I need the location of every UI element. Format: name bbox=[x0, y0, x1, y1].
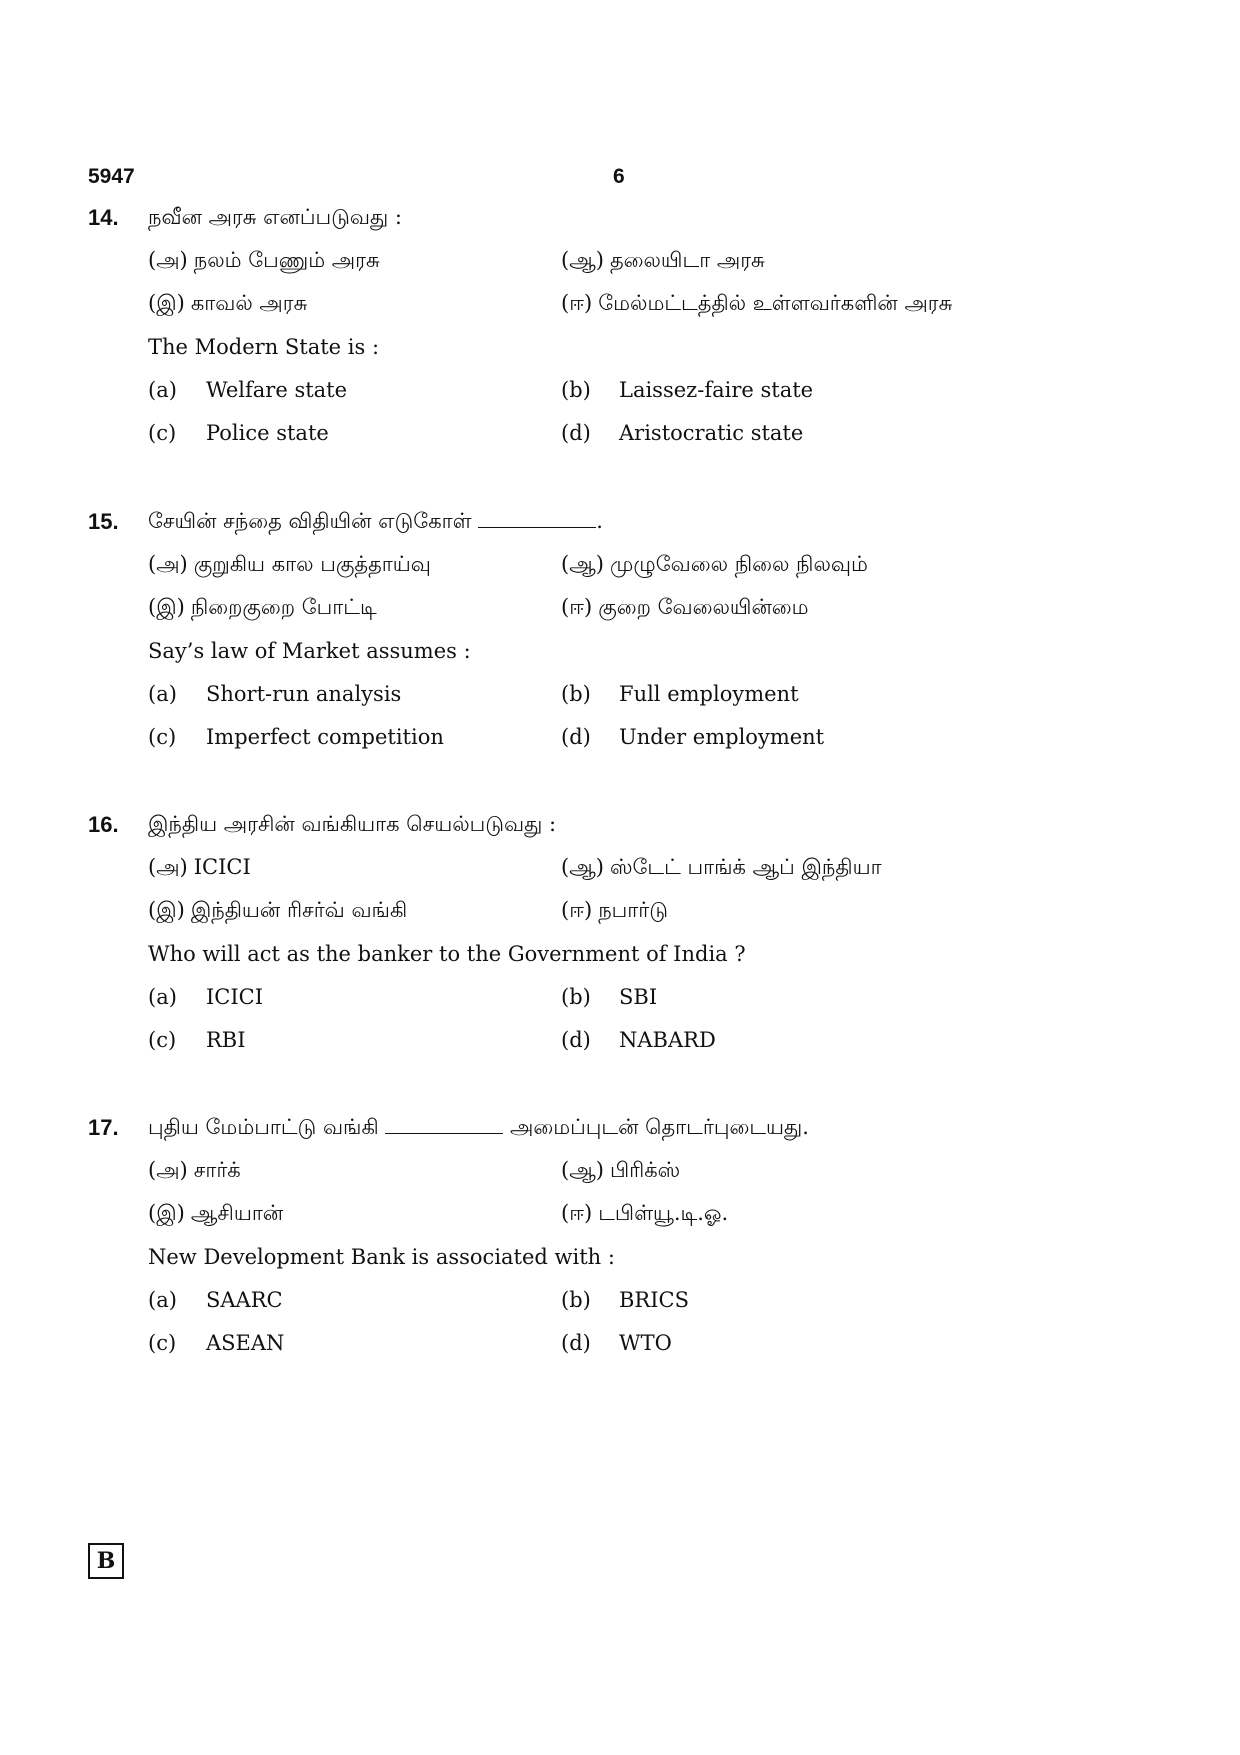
english-option-c: (c) ASEAN bbox=[148, 1331, 285, 1355]
tamil-option-b: (ஆ) பிரிக்ஸ் bbox=[561, 1158, 681, 1182]
english-option-c: (c) Police state bbox=[148, 421, 329, 445]
question-number: 16. bbox=[88, 812, 119, 837]
tamil-options-row-2 bbox=[148, 898, 1148, 928]
english-options-row-1 bbox=[148, 1288, 1148, 1318]
english-option-c: (c) RBI bbox=[148, 1028, 246, 1052]
tamil-option-c: (இ) காவல் அரசு bbox=[148, 291, 308, 315]
question-stem-tamil: சேயின் சந்தை விதியின் எடுகோள் . bbox=[148, 509, 603, 533]
english-option-b: (b) BRICS bbox=[561, 1288, 689, 1312]
english-option-d: (d) NABARD bbox=[561, 1028, 716, 1052]
tamil-options-row-1 bbox=[148, 855, 1148, 885]
question-stem-english: The Modern State is : bbox=[148, 335, 380, 359]
english-options-row-2 bbox=[148, 1028, 1148, 1058]
question-number: 17. bbox=[88, 1115, 119, 1140]
english-options-row-1 bbox=[148, 985, 1148, 1015]
question-stem-english: Who will act as the banker to the Government of India ? bbox=[148, 942, 746, 966]
tamil-options-row-2 bbox=[148, 291, 1148, 321]
answer-blank bbox=[385, 1115, 503, 1134]
english-option-d: (d) Aristocratic state bbox=[561, 421, 804, 445]
question-stem-tamil: இந்திய அரசின் வங்கியாக செயல்படுவது : bbox=[148, 812, 557, 836]
question-stem-tamil: நவீன அரசு எனப்படுவது : bbox=[148, 205, 402, 229]
tamil-options-row-2 bbox=[148, 595, 1148, 625]
tamil-option-c: (இ) ஆசியான் bbox=[148, 1201, 284, 1225]
tamil-option-d: (ஈ) டபிள்யூ.டி.ஓ. bbox=[561, 1201, 729, 1225]
english-option-a: (a) Welfare state bbox=[148, 378, 348, 402]
english-option-c: (c) Imperfect competition bbox=[148, 725, 444, 749]
english-options-row-2 bbox=[148, 725, 1148, 755]
page-header bbox=[88, 165, 1152, 195]
english-options-row-1 bbox=[148, 378, 1148, 408]
english-option-d: (d) Under employment bbox=[561, 725, 825, 749]
tamil-option-d: (ஈ) நபார்டு bbox=[561, 898, 668, 922]
tamil-options-row-1 bbox=[148, 248, 1148, 278]
tamil-option-d: (ஈ) மேல்மட்டத்தில் உள்ளவர்களின் அரசு bbox=[561, 291, 953, 315]
question-stem-english: New Development Bank is associated with : bbox=[148, 1245, 615, 1269]
page-number: 6 bbox=[613, 165, 625, 188]
tamil-option-d: (ஈ) குறை வேலையின்மை bbox=[561, 595, 809, 619]
tamil-option-a: (அ) குறுகிய கால பகுத்தாய்வு bbox=[148, 552, 431, 576]
english-option-d: (d) WTO bbox=[561, 1331, 672, 1355]
english-option-a: (a) SAARC bbox=[148, 1288, 283, 1312]
tamil-option-a: (அ) ICICI bbox=[148, 855, 251, 879]
question-number: 14. bbox=[88, 205, 119, 230]
english-options-row-2 bbox=[148, 1331, 1148, 1361]
english-options-row-1 bbox=[148, 682, 1148, 712]
tamil-option-b: (ஆ) தலையிடா அரசு bbox=[561, 248, 765, 272]
tamil-option-b: (ஆ) ஸ்டேட் பாங்க் ஆப் இந்தியா bbox=[561, 855, 882, 879]
english-option-a: (a) ICICI bbox=[148, 985, 264, 1009]
english-option-b: (b) Full employment bbox=[561, 682, 799, 706]
booklet-series-box: B bbox=[88, 1543, 124, 1579]
tamil-options-row-2 bbox=[148, 1201, 1148, 1231]
question-stem-tamil: புதிய மேம்பாட்டு வங்கி அமைப்புடன் தொடர்புடையது. bbox=[148, 1115, 809, 1139]
question-stem-english: Say’s law of Market assumes : bbox=[148, 639, 471, 663]
question-number: 15. bbox=[88, 509, 119, 534]
tamil-option-a: (அ) சார்க் bbox=[148, 1158, 241, 1182]
paper-code: 5947 bbox=[88, 165, 135, 188]
tamil-option-c: (இ) நிறைகுறை போட்டி bbox=[148, 595, 377, 619]
english-options-row-2 bbox=[148, 421, 1148, 451]
english-option-a: (a) Short-run analysis bbox=[148, 682, 402, 706]
tamil-option-b: (ஆ) முழுவேலை நிலை நிலவும் bbox=[561, 552, 868, 576]
english-option-b: (b) Laissez-faire state bbox=[561, 378, 814, 402]
tamil-option-c: (இ) இந்தியன் ரிசர்வ் வங்கி bbox=[148, 898, 408, 922]
english-option-b: (b) SBI bbox=[561, 985, 658, 1009]
answer-blank bbox=[478, 509, 596, 528]
tamil-options-row-1 bbox=[148, 1158, 1148, 1188]
tamil-option-a: (அ) நலம் பேணும் அரசு bbox=[148, 248, 380, 272]
tamil-options-row-1 bbox=[148, 552, 1148, 582]
